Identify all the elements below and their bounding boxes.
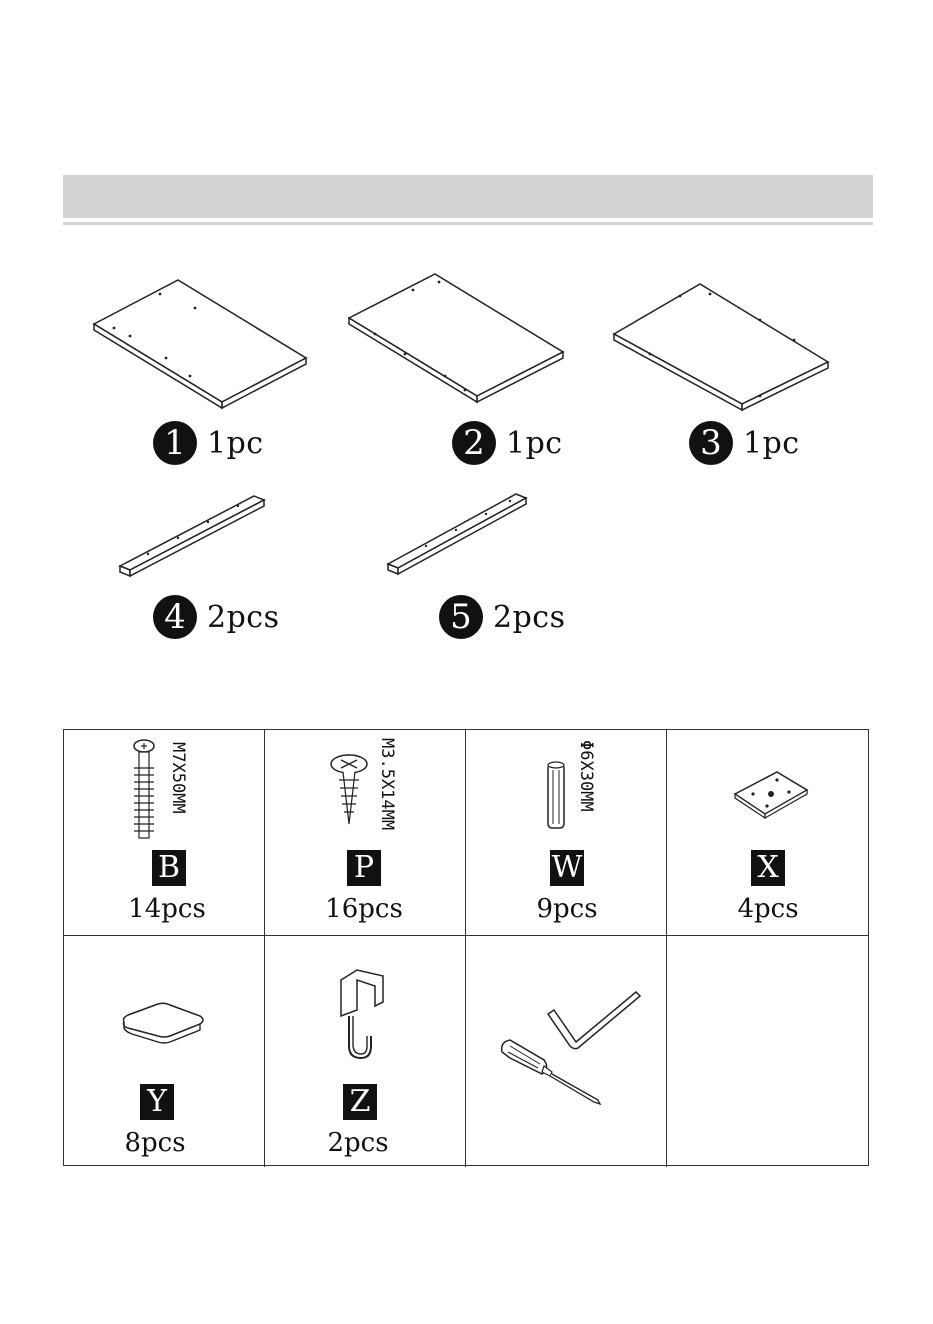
hardware-letter: P — [347, 850, 381, 886]
hardware-quantity: 16pcs — [325, 894, 403, 924]
hardware-letter: B — [152, 850, 186, 886]
hardware-quantity: 8pcs — [124, 1128, 186, 1158]
hardware-letter: X — [751, 850, 785, 886]
panel-3-illustration — [610, 280, 832, 412]
panel-number-badge: 2 — [452, 421, 496, 465]
hardware-spec: M3.5X14MM — [377, 738, 397, 831]
panel-3-label — [689, 421, 800, 465]
felt-pad-icon — [118, 1000, 208, 1046]
hardware-cell-p — [265, 730, 466, 936]
allen-key-icon — [548, 992, 640, 1049]
panel-1-label — [153, 421, 264, 465]
hardware-cell-tools — [466, 936, 667, 1167]
panel-5-label — [439, 595, 566, 639]
panel-4-label — [153, 595, 280, 639]
panel-number-badge: 4 — [153, 595, 197, 639]
panel-quantity: 1pc — [743, 425, 800, 461]
panel-2-illustration — [345, 272, 567, 404]
section-header-rule — [63, 222, 873, 225]
hardware-table — [63, 729, 869, 1166]
panel-1-illustration — [90, 278, 310, 410]
panel-number-badge: 1 — [153, 421, 197, 465]
hardware-quantity: 14pcs — [128, 894, 206, 924]
panel-4-illustration — [118, 490, 268, 580]
hardware-letter: Z — [343, 1084, 377, 1120]
panel-quantity: 1pc — [207, 425, 264, 461]
hardware-letter: Y — [140, 1084, 174, 1120]
wood-dowel-icon — [546, 760, 566, 832]
hardware-cell-w — [466, 730, 667, 936]
panel-quantity: 2pcs — [493, 599, 566, 635]
panel-number-badge: 3 — [689, 421, 733, 465]
hardware-cell-x — [667, 730, 868, 936]
hardware-letter: W — [551, 850, 583, 885]
screw-icon — [327, 752, 371, 828]
cam-bolt-icon — [128, 738, 160, 842]
screwdriver-icon — [502, 1040, 600, 1104]
hardware-cell-empty — [667, 936, 868, 1167]
hardware-spec: Φ6X30MM — [576, 740, 596, 812]
panel-5-illustration — [386, 488, 531, 578]
panel-quantity: 1pc — [506, 425, 563, 461]
hardware-cell-y — [64, 936, 265, 1167]
hardware-quantity: 9pcs — [536, 894, 598, 924]
mounting-plate-icon — [731, 768, 811, 822]
hardware-spec: M7X50MM — [168, 742, 188, 814]
hardware-cell-z — [265, 936, 466, 1167]
hardware-quantity: 2pcs — [327, 1128, 389, 1158]
hook-icon — [327, 966, 387, 1062]
panel-quantity: 2pcs — [207, 599, 280, 635]
section-header-band — [63, 175, 873, 218]
hardware-cell-b — [64, 730, 265, 936]
hardware-quantity: 4pcs — [737, 894, 799, 924]
panel-number-badge: 5 — [439, 595, 483, 639]
panel-2-label — [452, 421, 563, 465]
tools-icon — [496, 982, 646, 1112]
